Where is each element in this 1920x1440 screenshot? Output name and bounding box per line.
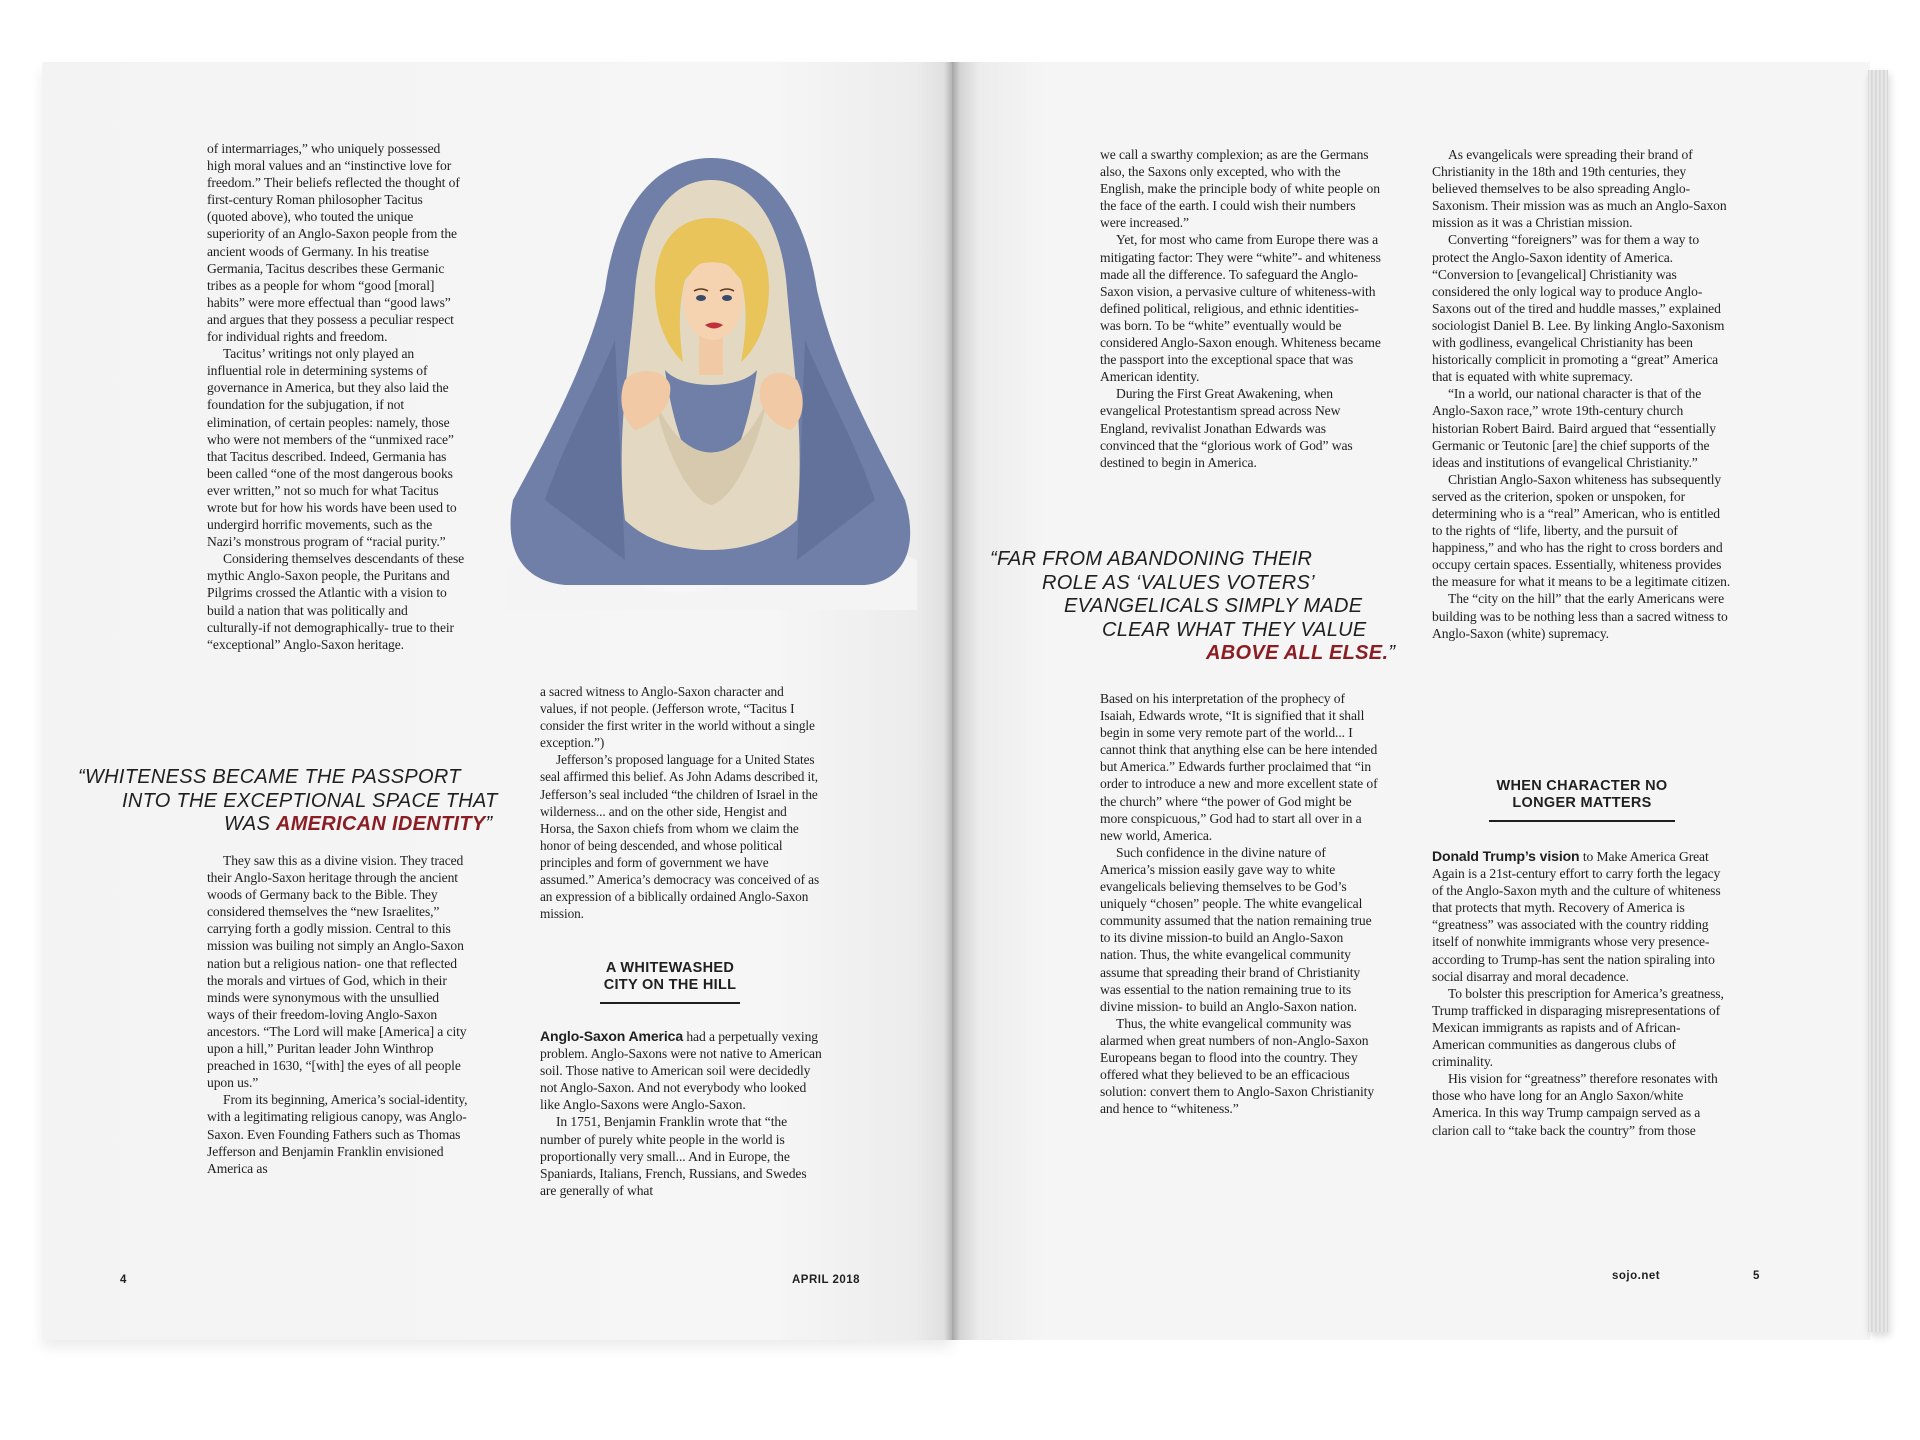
paragraph: Tacitus’ writings not only played an influential role in determining systems of governance in America, but they also laid the foundation for the subjugation, if not elimination, of certain peoples: namely, those who were not members of the “unmixed race” that Tacitus described. Indeed, Germania has been called “one of the most dangerous books ever written,” not so much for what Tacitus wrote but for how his words have been used to undergird horrific movements, such as the Nazi’s monstrous program of “racial purity.”	[207, 346, 457, 550]
lead-in: Anglo-Saxon America	[540, 1028, 684, 1044]
paragraph: we call a swarthy complexion; as are the Germans also, the Saxons only excepted, who with the English, make the principle body of white people on the face of the earth. I could wish their numbers were increased.”	[1100, 147, 1380, 231]
paragraph: “In a world, our national character is that of the Anglo-Saxon race,” wrote 19th-century church historian Robert Baird. Baird argued that “essentially Germanic or Teutonic [are] the chief supports of the ideas and institutions of evangelical Christianity.”	[1432, 386, 1716, 470]
paragraph: They saw this as a divine vision. They traced their Anglo-Saxon heritage through the ancient woods of Germany back to the Bible. They considered themselves the “new Israelites,” carrying forth a godly mission. Central to this mission was builing not simply an Anglo-Saxon nation but a religious nation- one that reflected the morals and virtues of God, which in their minds were synonymous with the unsullied ways of their freedom-loving Anglo-Saxon ancestors. “The Lord will make [America] a city upon a hill,” Puritan leader John Winthrop preached in 1630, “[with] the eyes of all people upon us.”	[207, 853, 467, 1091]
madonna-illustration	[505, 140, 917, 610]
pull-quote-highlight: AMERICAN IDENTITY	[275, 813, 486, 835]
paragraph: Converting “foreigners” was for them a way to protect the Anglo-Saxon identity of America. “Conversion to [evangelical] Christianity was considered the only logical way to produce Anglo-Saxons out of the tired and huddle masses,” explained sociologist Daniel B. Lee. By linking Anglo-Saxonism with godliness, evangelical Christianity has been historically complicit in promoting a “great” America that is equated with white supremacy.	[1432, 232, 1725, 385]
subhead-rule	[1489, 820, 1675, 822]
left-column-2-bottom	[540, 1028, 822, 1199]
paragraph: In 1751, Benjamin Franklin wrote that “the number of purely white people in the world is proportionally very small... And in Europe, the Spaniards, Italians, French, Russians, and Swedes are generally of what	[540, 1114, 807, 1198]
left-column-1-top	[207, 140, 465, 653]
paragraph: To bolster this prescription for America’s greatness, Trump trafficked in disparaging misrepresentations of Mexican immigrants as rapists and of African-American communities as dangerous clubs of criminality.	[1432, 985, 1724, 1070]
left-subhead	[590, 960, 750, 1004]
paragraph: of intermarriages,” who uniquely possessed high moral values and an “instinctive love for freedom.” Their beliefs reflected the thought of first-century Roman philosopher Tacitus (quoted above), who touted the unique superiority of an Anglo-Saxon people from the ancient woods of Germany. In his treatise Germania, Tacitus describes these Germanic tribes as a people for whom “good [moral] habits” were more effectual than “good laws” and argues that they possess a peculiar respect for individual rights and freedom.	[207, 141, 460, 345]
pull-quote-line: CLEAR WHAT THEY VALUE	[1102, 618, 1367, 641]
paragraph: His vision for “greatness” therefore resonates with those who have long for an Anglo Saxon/white America. In this way Trump campaign served as a clarion call to “take back the country” from those	[1432, 1071, 1718, 1138]
right-pull-quote	[990, 548, 1400, 666]
subhead-line: WHEN CHARACTER NO	[1496, 778, 1668, 794]
paragraph: Considering themselves descendants of these mythic Anglo-Saxon people, the Puritans and Pilgrims crossed the Atlantic with a vision to build a nation that was politically and culturally-if not demographically- true to their “exceptional” Anglo-Saxon heritage.	[207, 551, 465, 652]
pull-quote-line: EVANGELICALS SIMPLY MADE	[1064, 595, 1363, 617]
pull-quote-line: INTO THE EXCEPTIONAL SPACE THAT	[122, 789, 498, 812]
lead-in: Donald Trump’s vision	[1432, 848, 1580, 864]
page-number-right: 5	[1753, 1270, 1760, 1282]
website: sojo.net	[1612, 1270, 1661, 1282]
page-stack-edge	[1868, 70, 1888, 1332]
paragraph: Thus, the white evangelical community was alarmed when great numbers of non-Anglo-Saxon Europeans began to flood into the country. They offered what they believed to be an efficacious solution: convert them to Anglo-Saxon Christianity and hence to “whiteness.”	[1100, 1015, 1375, 1117]
paragraph: As evangelicals were spreading their brand of Christianity in the 18th and 19th centuries, they believed themselves to be also spreading Anglo-Saxonism. Their mission was as much an Anglo-Saxon mission as it was a Christian mission.	[1432, 147, 1727, 231]
right-page	[952, 62, 1870, 1340]
paragraph: From its beginning, America’s social-identity, with a legitimating religious canopy, was Anglo-Saxon. Even Founding Fathers such as Thomas Jefferson and Benjamin Franklin envisioned America as	[207, 1092, 468, 1176]
right-subhead	[1482, 778, 1682, 822]
page-number-left: 4	[120, 1274, 127, 1286]
pull-quote-line: WAS AMERICAN IDENTITY”	[224, 813, 493, 835]
pull-quote-line: ROLE AS ‘VALUES VOTERS’	[1042, 571, 1315, 594]
right-column-1-bottom	[1100, 690, 1382, 1117]
paragraph: Donald Trump’s vision to Make America Great Again is a 21st-century effort to carry forth the legacy of the Anglo-Saxon myth and the culture of whiteness that protects that myth. Recovery of America is “greatness” was associated with the country ridding itself of nonwhite immigrants whose very presence-according to Trump-has sent the nation spiraling into social disarray and moral decadence.	[1432, 848, 1721, 984]
subhead-line: A WHITEWASHED	[605, 960, 735, 976]
paragraph: During the First Great Awakening, when evangelical Protestantism spread across New England, revivalist Jonathan Edwards was convinced that the “glorious work of God” was destined to begin in America.	[1100, 386, 1353, 470]
issue-date: APRIL 2018	[792, 1274, 861, 1286]
left-column-2-top	[540, 683, 822, 922]
paragraph: a sacred witness to Anglo-Saxon character and values, if not people. (Jefferson wrote, “Tacitus I consider the first writer in the world without a single exception.”)	[540, 684, 815, 751]
pull-quote-highlight: ABOVE ALL ELSE.	[1206, 642, 1389, 664]
paragraph: The “city on the hill” that the early Americans were building was to be nothing less than a sacred witness to Anglo-Saxon (white) supremacy.	[1432, 591, 1728, 641]
paragraph: Anglo-Saxon America had a perpetually vexing problem. Anglo-Saxons were not native to American soil. Those native to American soil were decidedly not Anglo-Saxon. And not everybody who looked like Anglo-Saxons were Anglo-Saxon.	[540, 1028, 822, 1113]
right-column-2-bottom	[1432, 848, 1732, 1139]
paragraph: Such confidence in the divine nature of America’s mission easily gave way to white evangelicals believing themselves to be God’s uniquely “chosen” people. The white evangelical community assumed that the nation remaining true to its divine mission-to build an Anglo-Saxon nation. Thus, the white evangelical community assume that spreading their brand of Christianity was essential to the nation remaining true to its divine mission- to build an Anglo-Saxon nation.	[1100, 844, 1372, 1014]
left-pull-quote	[78, 766, 508, 837]
subhead-rule	[600, 1002, 740, 1004]
pull-quote-line: “WHITENESS BECAME THE PASSPORT	[78, 766, 461, 788]
paragraph: Yet, for most who came from Europe there was a mitigating factor: They were “white”- and whiteness made all the difference. To safeguard the Anglo-Saxon vision, a pervasive culture of whiteness-with defined political, religious, and ethnic identities- was born. To be “white” eventually would be considered Anglo-Saxon enough. Whiteness became the passport into the exceptional space that was American identity.	[1100, 232, 1381, 385]
right-column-2-top	[1432, 146, 1732, 642]
paragraph: Based on his interpretation of the prophecy of Isaiah, Edwards wrote, “It is signified that it shall begin in some very remote part of the world... I cannot think that anything else can be here intended but America.” Edwards further proclaimed that “in order to introduce a new and more excellent state of the church” where “the power of God might be more conspicuous,” God had to start all over in a new world, America.	[1100, 691, 1378, 843]
pull-quote-line: ABOVE ALL ELSE.”	[1206, 642, 1396, 664]
subhead-line: LONGER MATTERS	[1512, 795, 1652, 811]
paragraph: Jefferson’s proposed language for a United States seal affirmed this belief. As John Adams described it, Jefferson’s seal included “the children of Israel in the wilderness... and on the other side, Hengist and Horsa, the Saxon chiefs from whom we claim the honor of being descended, and whose political principles and form of government we have assumed.” America’s democracy was conceived of as an expression of a biblically ordained Anglo-Saxon mission.	[540, 752, 820, 922]
pull-quote-line: “FAR FROM ABANDONING THEIR	[990, 548, 1313, 570]
right-column-1-top	[1100, 146, 1382, 471]
paragraph: Christian Anglo-Saxon whiteness has subsequently served as the criterion, spoken or unspoken, for determining who is a “real” American, who is entitled to the rights of “life, liberty, and the pursuit of happiness,” and who has the right to cross borders and occupy certain spaces. Essentially, whiteness provides the measure for what it means to be a legitimate citizen.	[1432, 471, 1731, 590]
spine-gutter	[944, 62, 960, 1340]
left-column-1-bottom	[207, 852, 469, 1177]
subhead-line: CITY ON THE HILL	[603, 977, 737, 993]
